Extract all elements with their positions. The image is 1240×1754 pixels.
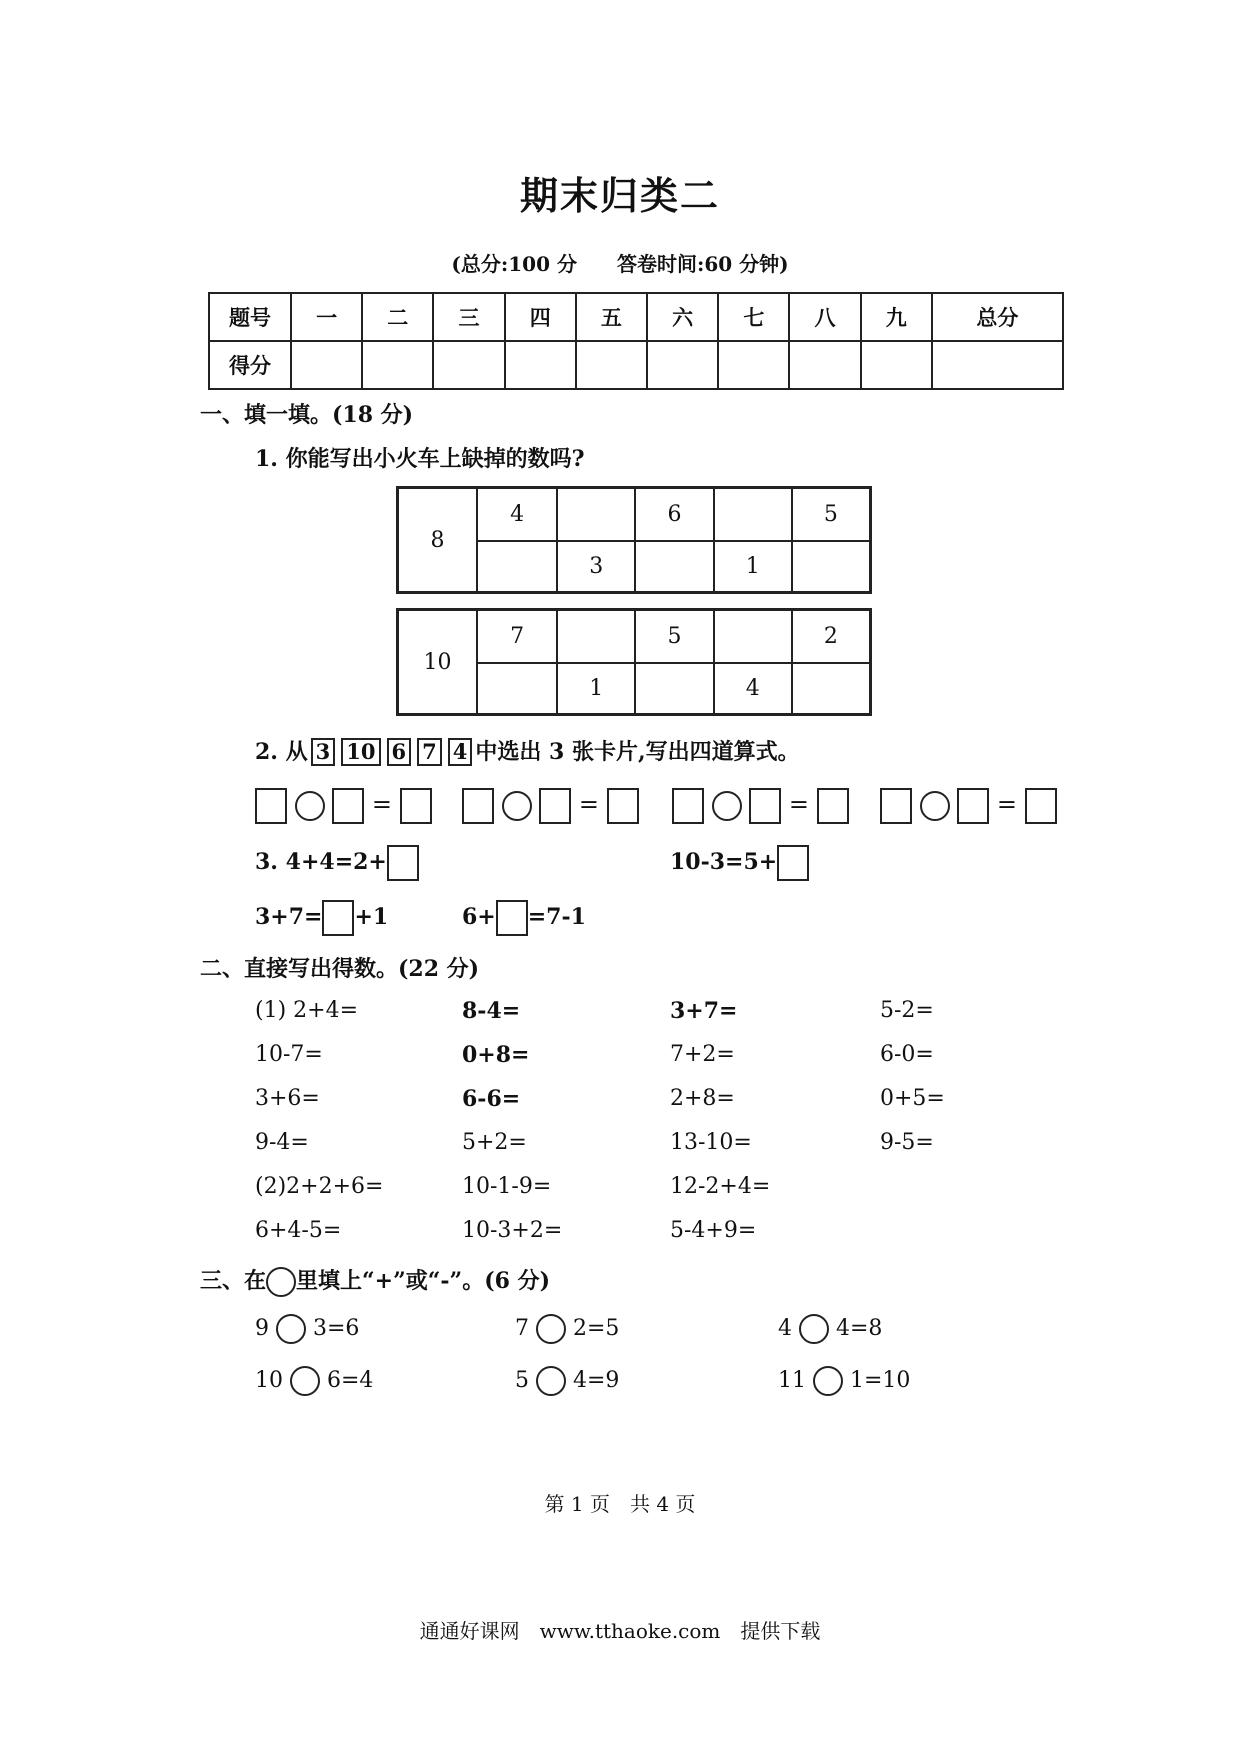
score-cell[interactable] [718,341,789,389]
operator-circle[interactable] [799,1314,829,1344]
answer-box[interactable] [387,845,419,881]
train-1-head: 8 [399,489,478,591]
score-cell[interactable] [505,341,576,389]
arith-item: 5-4+9= [670,1218,757,1243]
q3-expr: 3+7= [255,904,323,930]
q3-expr: 10-3=5+ [670,849,778,875]
operator-circle[interactable] [290,1366,320,1396]
score-cell[interactable] [647,341,718,389]
q3-expr: =7-1 [527,904,586,930]
score-cell[interactable] [433,341,504,389]
train-2-cars [478,611,869,713]
q3-expr: +1 [354,904,389,930]
score-header: 九 [861,293,932,341]
arith-item: (1) 2+4= [255,998,359,1023]
train-cell[interactable] [791,662,869,713]
equation-template: = [462,788,639,824]
answer-box[interactable] [957,788,989,824]
answer-box[interactable] [539,788,571,824]
operator-circle[interactable] [920,791,950,821]
operand: 9 [255,1316,269,1341]
answer-box[interactable] [322,900,354,936]
train-cell[interactable] [713,611,791,662]
answer-box[interactable] [400,788,432,824]
operand: 3=6 [313,1316,360,1341]
train-2 [396,608,872,716]
score-cell[interactable] [789,341,860,389]
score-cell[interactable] [861,341,932,389]
operator-circle[interactable] [712,791,742,821]
q3-item-4 [462,900,586,936]
operand: 1=10 [850,1368,911,1393]
arith-item: 5-2= [880,998,934,1023]
score-cell[interactable] [932,341,1063,389]
q3-item-1 [255,845,419,881]
equation-template: = [880,788,1057,824]
number-card: 10 [341,738,380,766]
operator-item [515,1314,619,1344]
arith-item: 6-6= [462,1086,521,1112]
arith-item: 0+8= [462,1042,530,1068]
arith-item: 13-10= [670,1130,752,1155]
q3-item-2 [670,845,809,881]
answer-box[interactable] [817,788,849,824]
section3-heading-a: 三、在 [200,1268,267,1294]
operand: 11 [778,1368,806,1393]
operator-circle[interactable] [813,1366,843,1396]
score-header: 五 [576,293,647,341]
train-2-head: 10 [399,611,478,713]
train-cell[interactable]: 5 [791,489,869,540]
score-cell[interactable] [362,341,433,389]
operator-circle[interactable] [295,791,325,821]
train-cell[interactable]: 1 [556,662,634,713]
score-header: 一 [291,293,362,341]
operator-item [255,1314,359,1344]
page-title: 期末归类二 [519,173,720,218]
answer-box[interactable] [777,845,809,881]
arith-item: 9-5= [880,1130,934,1155]
q1-text: 1. 你能写出小火车上缺掉的数吗? [255,446,585,472]
operator-circle[interactable] [276,1314,306,1344]
train-cell[interactable] [556,611,634,662]
number-card: 6 [387,738,412,766]
score-header: 七 [718,293,789,341]
score-cell[interactable] [576,341,647,389]
arith-item: 10-3+2= [462,1218,563,1243]
footer-credit: 通通好课网 www.tthaoke.com 提供下载 [419,1619,821,1643]
score-header: 总分 [932,293,1063,341]
operand: 4 [778,1316,792,1341]
train-cell[interactable] [478,662,556,713]
page-subtitle: (总分:100 分 答卷时间:60 分钟) [451,252,789,276]
answer-box[interactable] [1025,788,1057,824]
arith-item: 5+2= [462,1130,527,1155]
arith-item: 7+2= [670,1042,735,1067]
arith-item: 9-4= [255,1130,309,1155]
section1-heading: 一、填一填。(18 分) [200,402,414,428]
score-header: 题号 [209,293,291,341]
equation-template: = [672,788,849,824]
answer-box[interactable] [462,788,494,824]
train-cell[interactable] [634,662,712,713]
arith-item: 6+4-5= [255,1218,342,1243]
q3-expr: 6+ [462,904,496,930]
train-1-cars [478,489,869,591]
q3-expr: 4+4=2+ [285,849,387,875]
operator-circle[interactable] [536,1366,566,1396]
train-cell[interactable]: 6 [634,489,712,540]
score-row-label: 得分 [209,341,291,389]
train-cell[interactable] [713,489,791,540]
train-cell[interactable]: 2 [791,611,869,662]
q3-item-3 [255,900,388,936]
arith-item: 10-1-9= [462,1174,552,1199]
section3-heading-b: 里填上“+”或“-”。(6 分) [296,1268,550,1294]
arith-item: 6-0= [880,1042,934,1067]
answer-box[interactable] [332,788,364,824]
score-table [208,292,1064,390]
answer-box[interactable] [672,788,704,824]
arith-item: 12-2+4= [670,1174,771,1199]
operand: 2=5 [573,1316,620,1341]
operator-item [778,1314,882,1344]
arith-item: 3+6= [255,1086,320,1111]
operand: 4=8 [836,1316,883,1341]
answer-box[interactable] [255,788,287,824]
arith-item: 10-7= [255,1042,323,1067]
score-header: 四 [505,293,576,341]
arith-item: (2)2+2+6= [255,1174,384,1199]
q3-label: 3. [255,849,278,875]
answer-box[interactable] [607,788,639,824]
arith-item: 2+8= [670,1086,735,1111]
train-cell[interactable]: 3 [556,540,634,591]
score-header: 二 [362,293,433,341]
circle-icon [266,1267,296,1297]
operand: 4=9 [573,1368,620,1393]
operand: 7 [515,1316,529,1341]
arith-item: 8-4= [462,998,521,1024]
number-card: 7 [417,738,442,766]
operator-item [515,1366,619,1396]
train-cell[interactable] [556,489,634,540]
q2-suffix: 中选出 3 张卡片,写出四道算式。 [475,739,800,765]
train-cell[interactable]: 4 [713,662,791,713]
score-table-header-row [209,293,1063,341]
arith-item: 3+7= [670,998,738,1024]
operator-circle[interactable] [536,1314,566,1344]
equation-template: = [255,788,432,824]
page-number: 第 1 页 共 4 页 [544,1492,696,1516]
train-cell[interactable] [791,540,869,591]
operand: 10 [255,1368,283,1393]
train-1 [396,486,872,594]
operator-item [778,1366,910,1396]
operator-circle[interactable] [502,791,532,821]
section2-heading: 二、直接写出得数。(22 分) [200,956,480,982]
operand: 5 [515,1368,529,1393]
number-card: 4 [448,738,473,766]
answer-box[interactable] [496,900,528,936]
train-cell[interactable] [634,540,712,591]
score-header: 三 [433,293,504,341]
operand: 6=4 [327,1368,374,1393]
train-cell[interactable]: 7 [510,624,525,649]
q2-line [255,735,800,766]
train-cell[interactable] [478,540,556,591]
q2-prefix: 2. 从 [255,739,308,765]
score-cell[interactable] [291,341,362,389]
score-header: 八 [789,293,860,341]
score-table-score-row [209,341,1063,389]
answer-box[interactable] [880,788,912,824]
arith-item: 0+5= [880,1086,945,1111]
answer-box[interactable] [749,788,781,824]
number-card: 3 [311,738,336,766]
operator-item [255,1366,373,1396]
section3-heading [200,1264,550,1297]
score-header: 六 [647,293,718,341]
train-cell[interactable]: 5 [634,611,712,662]
train-cell[interactable]: 4 [510,502,525,527]
train-cell[interactable]: 1 [713,540,791,591]
